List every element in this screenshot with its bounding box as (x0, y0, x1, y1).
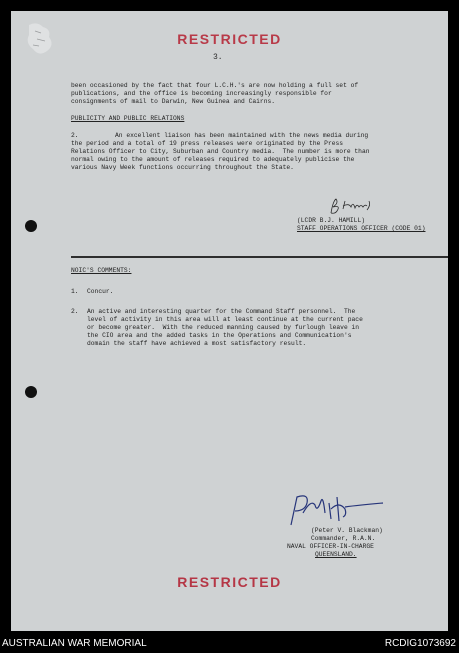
signatory2-name: (Peter V. Blackman) (311, 527, 383, 534)
signatory1-name: (LCDR B.J. HAMILL) (297, 217, 366, 224)
document-page (11, 11, 448, 631)
signatory2-location: QUEENSLAND. (315, 551, 357, 558)
signatory2-title: NAVAL OFFICER-IN-CHARGE (287, 543, 374, 550)
restricted-stamp-bottom: RESTRICTED (177, 574, 282, 590)
comment1-text: Concur. (87, 288, 114, 295)
para2-line-1: An excellent liaison has been maintained with the news media during (115, 132, 369, 139)
restricted-stamp-top: RESTRICTED (177, 31, 282, 47)
signature-blackman (287, 491, 387, 531)
comment1-number: 1. (71, 288, 79, 295)
page-number: 3. (213, 53, 223, 62)
punch-hole-top (25, 220, 37, 232)
comment2-line-4: the CIO area and the added tasks in the Operations and Communication's (87, 332, 352, 339)
section-divider (71, 256, 448, 258)
para2-line-2: the period and a total of 19 press releases were originated by the Press (71, 140, 344, 147)
intro-line-1: been occasioned by the fact that four L.C.H.'s are now holding a full set of (71, 82, 359, 89)
para2-line-4: normal owing to the amount of releases required to adequately publicise the (71, 156, 355, 163)
para2-line-3: Relations Officer to City, Suburban and Country media. The number is more than (71, 148, 370, 155)
intro-line-2: publications, and the office is becoming increasingly responsible for (71, 90, 332, 97)
heading-publicity: PUBLICITY AND PUBLIC RELATIONS (71, 115, 185, 122)
comment2-number: 2. (71, 308, 79, 315)
footer-record-id: RCDIG1073692 (384, 638, 456, 649)
comment2-line-3: or become greater. With the reduced manning caused by furlough leave in (87, 324, 360, 331)
signature-hamill (327, 195, 375, 217)
comment2-line-1: An active and interesting quarter for the Command Staff personnel. The (87, 308, 356, 315)
para2-line-5: various Navy Week functions occurring throughout the State. (71, 164, 294, 171)
heading-noic-comments: NOIC'S COMMENTS: (71, 267, 132, 274)
signatory1-title: STAFF OPERATIONS OFFICER (CODE 01) (297, 225, 426, 232)
signatory2-rank: Commander, R.A.N. (311, 535, 376, 542)
para2-number: 2. (71, 132, 79, 139)
punch-hole-bottom (25, 386, 37, 398)
intro-line-3: consignments of mail to Darwin, New Guinea and Cairns. (71, 98, 276, 105)
comment2-line-2: level of activity in this area will at least continue at the current pace (87, 316, 363, 323)
footer-archive-name: AUSTRALIAN WAR MEMORIAL (2, 638, 147, 649)
comment2-line-5: domain the staff have achieved a most satisfactory result. (87, 340, 307, 347)
